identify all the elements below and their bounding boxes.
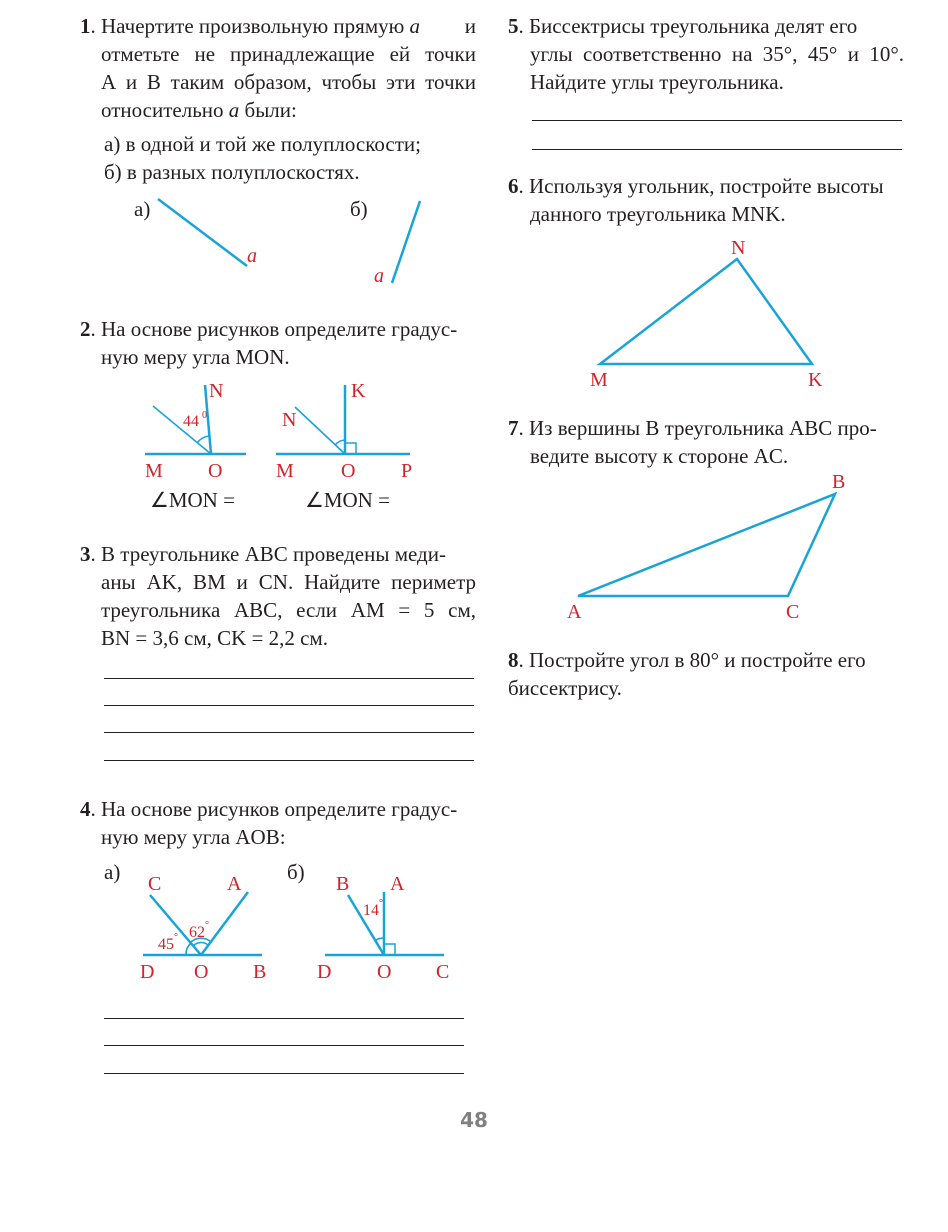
task-2-fig2-N: N bbox=[282, 409, 297, 431]
task-7-A: A bbox=[567, 601, 582, 623]
task-7-triangle bbox=[578, 494, 835, 596]
task-4-line-2: ную меру угла AOB: bbox=[101, 825, 286, 849]
task-1-line-label-b: а bbox=[374, 265, 384, 287]
task-2-fig1-O: O bbox=[208, 460, 223, 482]
task-7-B: B bbox=[832, 471, 846, 493]
task-8-line-2: биссектрису. bbox=[508, 676, 622, 700]
task-3-line-3: треугольника ABC, если AM = 5 см, bbox=[101, 598, 476, 622]
task-1-line-3: А и В таким образом, чтобы эти точки bbox=[101, 70, 476, 94]
task-3-line-4: BN = 3,6 см, CK = 2,2 см. bbox=[101, 626, 329, 650]
task-1-line-1: 1. Начертите произвольную прямую а и bbox=[80, 14, 476, 38]
task-2-fig1-M: M bbox=[145, 460, 163, 482]
task-3-line-2: аны AK, BM и CN. Найдите периметр bbox=[101, 570, 476, 594]
task-2-fig2-K: K bbox=[351, 380, 366, 402]
task-5-line-2: углы соответственно на 35°, 45° и 10°. bbox=[530, 42, 904, 66]
task-4-figB-angle-14: 14 bbox=[363, 902, 379, 919]
task-4-figB-A: A bbox=[390, 873, 405, 895]
task-4-figB-O: O bbox=[377, 961, 392, 983]
task-4-figA-O: O bbox=[194, 961, 209, 983]
task-5-line-3: Найдите углы треугольника. bbox=[530, 70, 784, 94]
task-1-fig-b-label: б) bbox=[350, 197, 368, 221]
task-4-figB-B: B bbox=[336, 873, 350, 895]
task-4-figA-angle-62: 62 bbox=[189, 924, 205, 941]
task-2-answer-2: ∠MON = bbox=[305, 488, 390, 512]
task-4-figA-D: D bbox=[140, 961, 155, 983]
task-4-figB-D: D bbox=[317, 961, 332, 983]
task-8 bbox=[508, 646, 904, 702]
task-4-figA-deg-62: ° bbox=[205, 920, 209, 931]
task-2-fig2-P: P bbox=[401, 460, 413, 482]
task-6-K: K bbox=[808, 369, 823, 391]
task-6-N: N bbox=[731, 237, 746, 259]
task-3-line-1: 3. В треугольнике ABC проведены меди- bbox=[80, 542, 446, 566]
task-2-answer-1: ∠MON = bbox=[150, 488, 235, 512]
page-number: 48 bbox=[460, 1108, 488, 1132]
task-7-line-1: 7. Из вершины B треугольника ABC про- bbox=[508, 416, 877, 440]
task-4-figB-deg: ° bbox=[379, 898, 383, 909]
task-7-line-2: ведите высоту к стороне AC. bbox=[530, 444, 789, 468]
task-6-line-1: 6. Используя угольник, постройте высоты bbox=[508, 174, 884, 198]
task-1-line-label-a: а bbox=[247, 245, 257, 267]
task-4-figA-deg-45: ° bbox=[174, 932, 178, 943]
task-1-fig-a-label: а) bbox=[134, 197, 151, 221]
task-2-fig2-M: M bbox=[276, 460, 294, 482]
task-1-line-2: отметьте не принадлежащие ей точки bbox=[101, 42, 476, 66]
task-6-line-2: данного треугольника MNK. bbox=[530, 202, 786, 226]
task-4-figB-C: C bbox=[436, 961, 450, 983]
task-4-figA-C: C bbox=[148, 873, 162, 895]
task-4-figA-A: A bbox=[227, 873, 242, 895]
task-2-fig1-deg: 0 bbox=[202, 410, 207, 421]
task-4-line-1: 4. На основе рисунков определите градус- bbox=[80, 797, 458, 821]
task-4-figA-angle-45: 45 bbox=[158, 936, 174, 953]
task-4-fig-b-label: б) bbox=[287, 860, 305, 884]
task-4-fig-a-label: а) bbox=[104, 860, 121, 884]
task-5-line-1: 5. Биссектрисы треугольника делят его bbox=[508, 14, 858, 38]
task-1-number: 1 bbox=[80, 14, 91, 38]
task-2-fig1-angle: 44 bbox=[183, 413, 199, 430]
task-2-fig1-N: N bbox=[209, 380, 224, 402]
task-6-M: M bbox=[590, 369, 608, 391]
task-4-figA-B: B bbox=[253, 961, 267, 983]
task-1-option-b: б) в разных полуплоскостях. bbox=[104, 160, 360, 184]
task-2-line-1: 2. На основе рисунков определите градус- bbox=[80, 317, 458, 341]
task-1-option-a: а) в одной и той же полуплоскости; bbox=[104, 132, 421, 156]
task-2-line-2: ную меру угла MON. bbox=[101, 345, 290, 369]
task-2-fig2-O: O bbox=[341, 460, 356, 482]
task-8-line-1: 8. Постройте угол в 80° и постройте его bbox=[508, 648, 866, 672]
task-1-line-4: относительно а были: bbox=[101, 98, 297, 122]
task-7-C: C bbox=[786, 601, 800, 623]
